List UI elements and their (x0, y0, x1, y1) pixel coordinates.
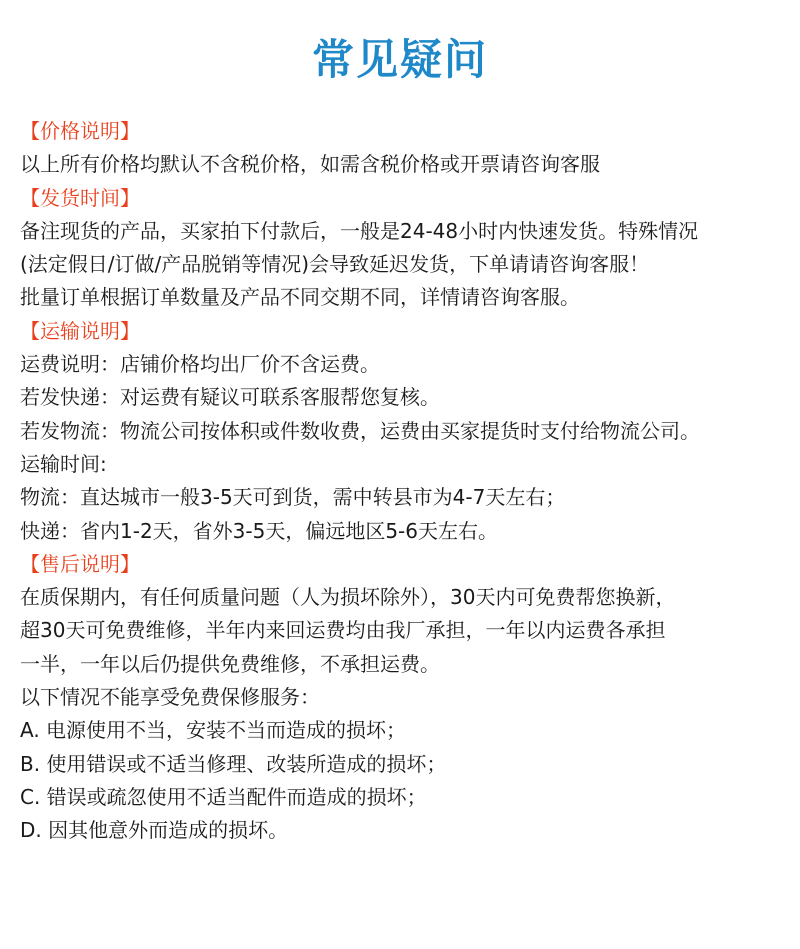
price-line: 以上所有价格均默认不含税价格，如需含税价格或开票请咨询客服 (20, 152, 600, 177)
section-heading-price: 【价格说明】 (20, 119, 140, 143)
transport-line: 物流：直达城市一般3-5天可到货，需中转县市为4-7天左右； (20, 485, 566, 510)
after-sales-line: A. 电源使用不当，安装不当而造成的损坏； (20, 718, 407, 743)
section-heading-transport: 【运输说明】 (20, 318, 140, 343)
section-after-sales (20, 548, 790, 848)
after-sales-line: 以下情况不能享受免费保修服务： (20, 685, 320, 710)
transport-line: 运费说明：店铺价格均出厂价不含运费。 (20, 352, 380, 377)
after-sales-line: 超30天可免费维修，半年内来回运费均由我厂承担，一年以内运费各承担 (20, 618, 666, 643)
section-heading-after-sales: 【售后说明】 (20, 551, 140, 576)
transport-line: 快递：省内1-2天，省外3-5天，偏远地区5-6天左右。 (20, 518, 498, 543)
after-sales-line: C. 错误或疏忽使用不适当配件而造成的损坏； (20, 784, 427, 809)
after-sales-line: D. 因其他意外而造成的损坏。 (20, 818, 289, 843)
page-title: 常见疑问 (311, 35, 488, 84)
faq-content (20, 115, 790, 848)
after-sales-line: 在质保期内，有任何质量问题（人为损坏除外），30天内可免费帮您换新， (20, 585, 676, 610)
shipping-time-line: (法定假日/订做/产品脱销等情况)会导致延迟发货，下单请请咨询客服！ (20, 252, 650, 277)
after-sales-line: 一半，一年以后仍提供免费维修，不承担运费。 (20, 651, 440, 676)
section-transport (20, 315, 790, 548)
shipping-time-line: 批量订单根据订单数量及产品不同交期不同，详情请咨询客服。 (20, 285, 580, 310)
section-shipping-time (20, 182, 790, 315)
transport-line: 若发快递：对运费有疑议可联系客服帮您复核。 (20, 385, 440, 410)
after-sales-line: B. 使用错误或不适当修理、改装所造成的损坏； (20, 751, 447, 776)
section-price (20, 115, 790, 182)
section-heading-shipping-time: 【发货时间】 (20, 185, 140, 210)
transport-line: 若发物流：物流公司按体积或件数收费，运费由买家提货时支付给物流公司。 (20, 418, 700, 443)
transport-line: 运输时间: (20, 451, 107, 476)
shipping-time-line: 备注现货的产品，买家拍下付款后，一般是24-48小时内快速发货。特殊情况 (20, 218, 699, 243)
